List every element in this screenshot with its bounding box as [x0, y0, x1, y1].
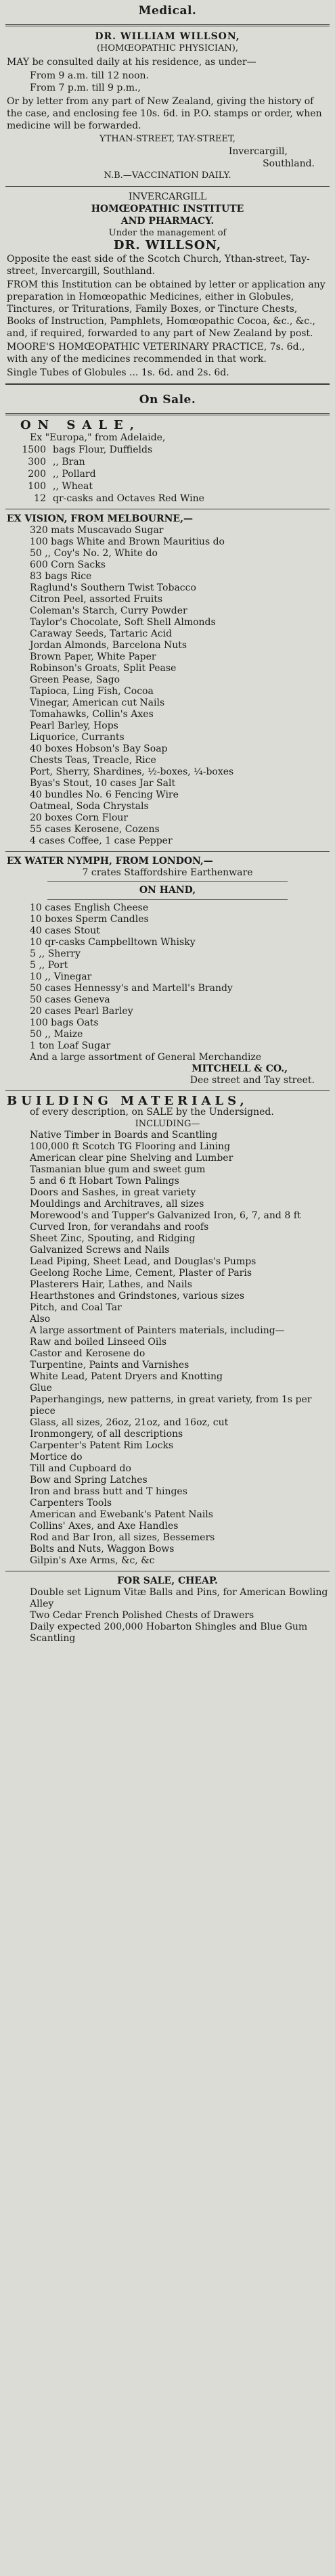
nymph-list-item: 10 ,, Vinegar — [30, 971, 92, 982]
building-list-item: 5 and 6 ft Hobart Town Palings — [30, 1176, 179, 1187]
ad-name: DR. WILLIAM WILLSON, — [95, 31, 240, 42]
institute-doctor: DR. WILLSON, — [113, 238, 222, 252]
item-quantity: 12 — [34, 493, 46, 504]
vision-list-item: Citron Peel, assorted Fruits — [30, 594, 163, 605]
cheap-list-item: Daily expected 200,000 Hobarton Shingles and Blue Gum Scantling — [30, 1622, 308, 1644]
divider — [47, 881, 288, 882]
building-list-item: Native Timber in Boards and Scantling — [30, 1130, 218, 1141]
nymph-list-item: 20 cases Pearl Barley — [30, 1006, 133, 1017]
nymph-list-item: 50 cases Geneva — [30, 994, 110, 1005]
building-lines — [7, 1130, 328, 1567]
building-list-item: Morewood's and Tupper's Galvanized Iron, 6, 7, and 8 ft — [30, 1210, 301, 1221]
item-description: ,, Bran — [53, 457, 85, 467]
nymph-advertisement — [0, 856, 335, 1086]
europa-item-row — [7, 480, 328, 492]
nymph-list-item: 5 ,, Port — [30, 960, 68, 971]
item-quantity: 1500 — [22, 444, 46, 455]
ad-address-2: Invercargill, — [228, 146, 288, 157]
building-list-item: A large assortment of Painters materials, including— — [30, 1325, 285, 1336]
cheap-list-item: Two Cedar French Polished Chests of Drawers — [30, 1610, 254, 1621]
section-heading-medical: Medical. — [138, 4, 197, 18]
building-list-item: Rod and Bar Iron, all sizes, Bessemers — [30, 1532, 215, 1543]
nymph-list-item: 40 cases Stout — [30, 925, 100, 936]
institute-location: Opposite the east side of the Scotch Church, Ythan-street, Tay-street, Invercargill, Southland. — [7, 254, 310, 277]
europa-heading: ON SALE, — [20, 418, 141, 432]
item-description: ,, Wheat — [53, 481, 93, 492]
divider — [47, 899, 288, 900]
vision-list-item: 40 boxes Hobson's Bay Soap — [30, 743, 168, 754]
building-list-item: Bolts and Nuts, Waggon Bows — [30, 1544, 175, 1555]
building-list-item: American and Ewebank's Patent Nails — [30, 1509, 213, 1520]
vision-list-item: Robinson's Groats, Split Pease — [30, 663, 177, 674]
ad-hours-2: From 7 p.m. till 9 p.m., — [30, 83, 141, 93]
building-list-item: Pitch, and Coal Tar — [30, 1302, 122, 1313]
europa-advertisement — [0, 419, 335, 505]
vision-list-item: 50 ,, Coy's No. 2, White do — [30, 548, 158, 559]
europa-item-row — [7, 444, 328, 456]
vision-list-item: Raglund's Southern Twist Tobacco — [30, 582, 196, 593]
institute-advertisement — [0, 191, 335, 379]
cheap-lines — [7, 1587, 328, 1644]
europa-item-row — [7, 492, 328, 505]
divider — [5, 24, 330, 26]
vision-list-item: Tomahawks, Collin's Axes — [30, 709, 154, 720]
vision-list-item: Pearl Barley, Hops — [30, 720, 118, 731]
vision-list-item: 100 bags White and Brown Mauritius do — [30, 536, 225, 547]
building-list-item: Doors and Sashes, in great variety — [30, 1187, 196, 1198]
divider — [5, 413, 330, 415]
vision-list-item: Tapioca, Ling Fish, Cocoa — [30, 686, 154, 697]
vision-list-item: 83 bags Rice — [30, 571, 92, 582]
ad-address-3: Southland. — [263, 158, 315, 169]
vision-list-item: Taylor's Chocolate, Soft Shell Almonds — [30, 617, 216, 628]
vision-list-item: 55 cases Kerosene, Cozens — [30, 824, 160, 835]
nymph-on-hand: ON HAND, — [139, 885, 196, 896]
building-list-item: Bow and Spring Latches — [30, 1475, 148, 1486]
building-list-item: Hearthstones and Grindstones, various sizes — [30, 1291, 245, 1302]
vision-list-item: Byas's Stout, 10 cases Jar Salt — [30, 778, 176, 789]
nymph-list-item: 1 ton Loaf Sugar — [30, 1040, 111, 1051]
building-list-item: Gilpin's Axe Arms, &c, &c — [30, 1555, 155, 1566]
divider — [5, 1090, 330, 1091]
nymph-list-item: 5 ,, Sherry — [30, 948, 81, 959]
building-sub: of every description, on SALE by the Undersigned. — [30, 1107, 274, 1118]
building-list-item: American clear pine Shelving and Lumber — [30, 1153, 233, 1164]
building-list-item: Sheet Zinc, Spouting, and Ridging — [30, 1233, 196, 1244]
building-list-item: Raw and boiled Linseed Oils — [30, 1337, 167, 1348]
ad-nb: N.B.—VACCINATION DAILY. — [104, 170, 231, 181]
vision-lines — [7, 525, 328, 847]
building-list-item: 100,000 ft Scotch TG Flooring and Lining — [30, 1141, 231, 1152]
europa-item-row — [7, 456, 328, 468]
vision-list-item: 40 bundles No. 6 Fencing Wire — [30, 789, 179, 800]
building-list-item: Glass, all sizes, 26oz, 21oz, and 16oz, cut — [30, 1417, 229, 1428]
nymph-sub: 7 crates Staffordshire Earthenware — [82, 867, 253, 878]
vision-list-item: 20 boxes Corn Flour — [30, 812, 129, 823]
item-description: bags Flour, Duffields — [53, 444, 153, 455]
building-list-item: Glue — [30, 1383, 52, 1394]
building-list-item: Mouldings and Architraves, all sizes — [30, 1199, 204, 1210]
item-quantity: 200 — [28, 469, 46, 480]
item-description: ,, Pollard — [53, 469, 96, 480]
nymph-list-item: 10 qr-casks Campbelltown Whisky — [30, 937, 196, 948]
nymph-list-item: 50 cases Hennessy's and Martell's Brandy — [30, 983, 233, 994]
vision-list-item: Vinegar, American cut Nails — [30, 697, 165, 708]
item-quantity: 100 — [28, 481, 46, 492]
building-heading: BUILDING MATERIALS, — [7, 1094, 248, 1108]
cheap-list-item: Double set Lignum Vitæ Balls and Pins, for American Bowling Alley — [30, 1587, 328, 1609]
institute-heading-1: INVERCARGILL — [128, 191, 207, 202]
institute-body: FROM this Institution can be obtained by letter or application any preparation in Homœopathic Medicines, either in Globules, Tinctures, or Triturations, Family Boxes, or Tincture Chests, Books of Instruction, Pamphlets, Homœopathic Cocoa, &c., &c., and, if required, forwarded to any part of New Zealand by post. — [7, 279, 326, 339]
building-list-item: Plasterers Hair, Lathes, and Nails — [30, 1279, 192, 1290]
nymph-list-item: 10 cases English Cheese — [30, 902, 149, 913]
building-list-item: Ironmongery, of all descriptions — [30, 1429, 183, 1440]
item-description: qr-casks and Octaves Red Wine — [53, 493, 204, 504]
section-heading-on-sale: On Sale. — [139, 393, 196, 407]
building-list-item: Tasmanian blue gum and sweet gum — [30, 1164, 206, 1175]
nymph-list-item: 100 bags Oats — [30, 1017, 99, 1028]
nymph-lines — [7, 902, 328, 1063]
institute-heading-2: HOMŒOPATHIC INSTITUTE — [91, 204, 244, 214]
building-list-item: Carpenter's Patent Rim Locks — [30, 1440, 174, 1451]
item-quantity: 300 — [28, 457, 46, 467]
institute-veterinary: MOORE'S HOMŒOPATHIC VETERINARY PRACTICE, 7s. 6d., with any of the medicines recommended in that work. — [7, 342, 305, 365]
building-list-item: Galvanized Screws and Nails — [30, 1245, 170, 1256]
vision-heading: EX VISION, FROM MELBOURNE,— — [7, 513, 193, 524]
vision-list-item: Coleman's Starch, Curry Powder — [30, 605, 187, 616]
ad-letter-line: Or by letter from any part of New Zealand, giving the history of the case, and enclosing fee 10s. 6d. in P.O. stamps or order, when medicine will be forwarded. — [7, 96, 322, 131]
vision-list-item: Brown Paper, White Paper — [30, 651, 156, 662]
ad-address-1: YTHAN-STREET, TAY-STREET, — [99, 134, 236, 144]
vision-list-item: Green Pease, Sago — [30, 674, 120, 685]
vision-list-item: 600 Corn Sacks — [30, 559, 106, 570]
building-list-item: White Lead, Patent Dryers and Knotting — [30, 1371, 223, 1382]
ad-title: (HOMŒOPATHIC PHYSICIAN), — [96, 43, 239, 53]
vision-list-item: Caraway Seeds, Tartaric Acid — [30, 628, 173, 639]
divider — [5, 851, 330, 852]
building-list-item: Paperhangings, new patterns, in great variety, from 1s per piece — [30, 1394, 312, 1417]
cheap-heading: FOR SALE, CHEAP. — [117, 1576, 218, 1586]
cheap-advertisement — [0, 1576, 335, 1644]
building-list-item: Lead Piping, Sheet Lead, and Douglas's Pumps — [30, 1256, 256, 1267]
vision-list-item: Liquorice, Currants — [30, 732, 125, 743]
divider — [5, 383, 330, 385]
nymph-signature: MITCHELL & CO., — [192, 1063, 288, 1074]
institute-globules: Single Tubes of Globules ... 1s. 6d. and 2s. 6d. — [7, 367, 229, 378]
building-list-item: Curved Iron, for verandahs and roofs — [30, 1222, 209, 1233]
vision-list-item: Oatmeal, Soda Chrystals — [30, 801, 149, 812]
divider — [5, 186, 330, 187]
europa-item-row — [7, 468, 328, 480]
building-list-item: Castor and Kerosene do — [30, 1348, 146, 1359]
vision-list-item: 4 cases Coffee, 1 case Pepper — [30, 835, 173, 846]
building-including: INCLUDING— — [135, 1119, 200, 1129]
building-advertisement — [0, 1095, 335, 1567]
nymph-heading: EX WATER NYMPH, FROM LONDON,— — [7, 856, 213, 867]
europa-sub: Ex "Europa," from Adelaide, — [30, 432, 166, 443]
vision-list-item: 320 mats Muscavado Sugar — [30, 525, 164, 536]
nymph-address: Dee street and Tay street. — [189, 1075, 315, 1086]
institute-management: Under the management of — [108, 228, 227, 238]
building-list-item: Till and Cupboard do — [30, 1463, 131, 1474]
ad-consult-line: MAY be consulted daily at his residence, as under— — [7, 57, 256, 68]
building-list-item: Carpenters Tools — [30, 1498, 112, 1509]
vision-list-item: Chests Teas, Treacle, Rice — [30, 755, 156, 766]
europa-items — [7, 444, 328, 505]
ad-hours-1: From 9 a.m. till 12 noon. — [30, 70, 150, 81]
building-list-item: Turpentine, Paints and Varnishes — [30, 1360, 189, 1371]
willson-advertisement — [0, 30, 335, 182]
building-list-item: Iron and brass butt and T hinges — [30, 1486, 187, 1497]
vision-advertisement — [0, 513, 335, 847]
building-list-item: Mortice do — [30, 1452, 83, 1463]
nymph-list-item: 50 ,, Maize — [30, 1029, 83, 1040]
building-list-item: Also — [30, 1314, 51, 1325]
nymph-list-item: 10 boxes Sperm Candles — [30, 914, 149, 925]
nymph-list-item: And a large assortment of General Merchandize — [30, 1052, 262, 1063]
institute-heading-3: AND PHARMACY. — [120, 216, 215, 227]
vision-list-item: Port, Sherry, Shardines, ½-boxes, ¼-boxes — [30, 766, 234, 777]
building-list-item: Geelong Roche Lime, Cement, Plaster of Paris — [30, 1268, 252, 1279]
building-list-item: Collins' Axes, and Axe Handles — [30, 1521, 179, 1532]
vision-list-item: Jordan Almonds, Barcelona Nuts — [30, 640, 187, 651]
